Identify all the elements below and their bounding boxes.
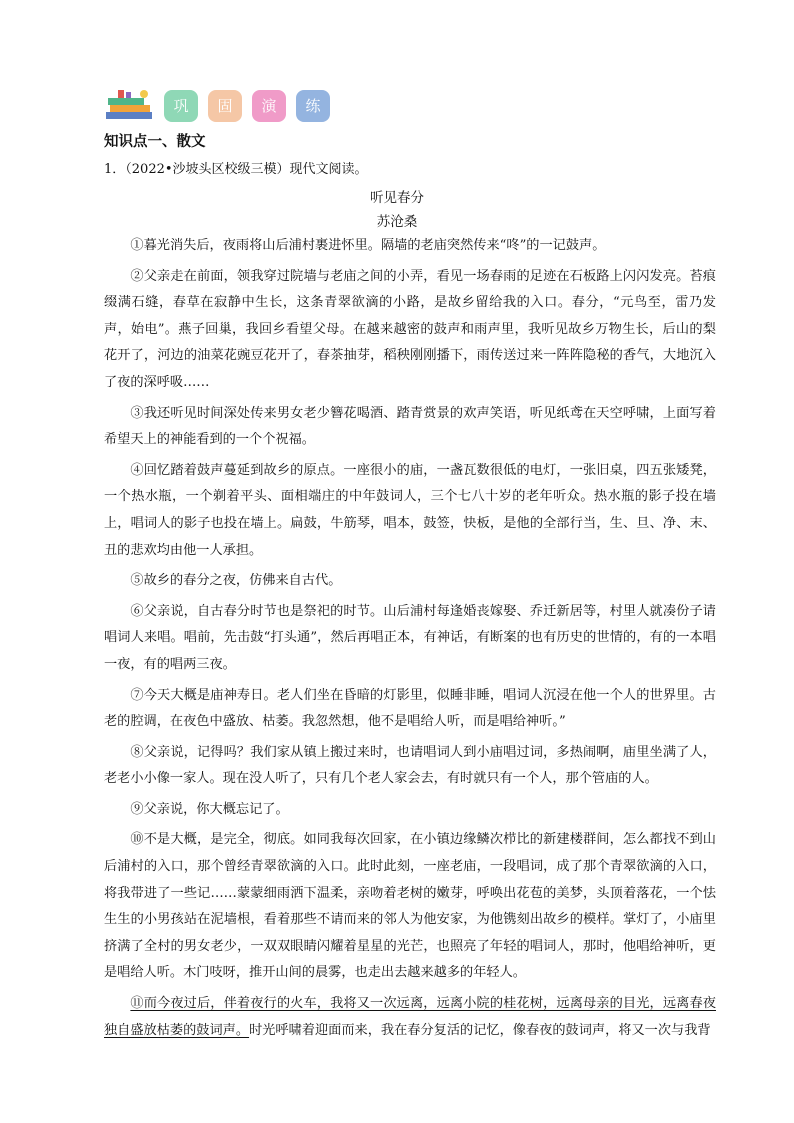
question-heading: 1．（2022•沙坡头区校级三模）现代文阅读。: [104, 162, 368, 177]
paragraph: ⑩不是大概，是完全，彻底。如同我每次回家，在小镇边缘鳞次栉比的新建楼群间，怎么都找不到山后浦村的入口，那个曾经青翠欲滴的入口。此时此刻，一座老庙，一段唱词，成了那个青翠欲滴的入口，将我带进了一些记……蒙蒙细雨洒下温柔，亲吻着老树的嫩芽，呼唤出花苞的美梦，头顶着落花，一个怯生生的小男孩站在泥墙根，看着那些不请而来的邻人为他安家，为他镌刻出故乡的模样。掌灯了，小庙里挤满了全村的男女老少，一双双眼睛闪耀着星星的光芒，也照亮了年轻的唱词人，那时，他唱给神听，更是唱给人听。木门吱呀，推开山间的晨雾，也走出去越来越多的年轻人。: [104, 832, 716, 981]
paragraph: ⑧父亲说，记得吗？我们家从镇上搬过来时，也请唱词人到小庙唱过词，多热闹啊，庙里坐满了人，老老小小像一家人。现在没人听了，只有几个老人家会去，有时就只有一个人，那个管庙的人。: [104, 744, 716, 787]
paragraph-continuation: 时光呼啸着迎面而来，我在春分复活的记忆，像春夜的鼓词声，将又一次与我背: [249, 1022, 711, 1038]
article-title: 听见春分: [370, 190, 424, 206]
badge-gong: 巩: [164, 90, 198, 122]
paragraph: ⑤故乡的春分之夜，仿佛来自古代。: [130, 573, 342, 589]
paragraph: ③我还听见时间深处传来男女老少簪花喝酒、踏青赏景的欢声笑语，听见纸鸢在天空呼啸，上面写着希望天上的神能看到的一个个祝福。: [104, 405, 716, 448]
paragraph: ⑨父亲说，你大概忘记了。: [130, 801, 289, 817]
paragraph: ②父亲走在前面，领我穿过院墙与老庙之间的小弄，看见一场春雨的足迹在石板路上闪闪发亮。苔痕缀满石缝，春草在寂静中生长，这条青翠欲滴的小路，是故乡留给我的入口。春分，“元鸟至，雷乃发声，始电”。燕子回巢，我回乡看望父母。在越来越密的鼓声和雨声里，我听见故乡万物生长，后山的梨花开了，河边的油菜花豌豆花开了，春茶抽芽，稻秧刚刚播下，雨传送过来一阵阵隐秘的香气，大地沉入了夜的深呼吸……: [104, 268, 716, 390]
badge-lian: 练: [296, 90, 330, 122]
paragraph: ⑦今天大概是庙神寿日。老人们坐在昏暗的灯影里，似睡非睡，唱词人沉浸在他一个人的世界里。古老的腔调，在夜色中盛放、枯萎。我忽然想，他不是唱给人听，而是唱给神听。”: [104, 687, 716, 730]
badge-gu: 固: [208, 90, 242, 122]
section-title: 知识点一、散文: [104, 134, 206, 150]
paragraph-last: [104, 991, 716, 1044]
practice-banner: [104, 86, 364, 126]
article-body: [104, 233, 716, 1048]
badge-yan: 演: [252, 90, 286, 122]
paragraph: ④回忆踏着鼓声蔓延到故乡的原点。一座很小的庙，一盏瓦数很低的电灯，一张旧桌，四五张矮凳，一个热水瓶，一个剃着平头、面相端庄的中年鼓词人，三个七八十岁的老年听众。热水瓶的影子投在墙上，唱词人的影子也投在墙上。扁鼓，牛筋琴，唱本，鼓签，快板，是他的全部行当，生、旦、净、末、丑的悲欢均由他一人承担。: [104, 462, 716, 558]
underlined-sentence: ⑪而今夜过后，伴着夜行的火车，我将又一次远离，远离小院的桂花树，远离母亲的目光，远离春夜独自盛放枯萎的鼓词声。: [104, 996, 716, 1038]
article-author: 苏沧桑: [376, 214, 418, 230]
books-icon: [104, 88, 156, 122]
paragraph: ①暮光消失后，夜雨将山后浦村裹进怀里。隔墙的老庙突然传来“咚”的一记鼓声。: [130, 238, 606, 253]
paragraph: ⑥父亲说，自古春分时节也是祭祀的时节。山后浦村每逢婚丧嫁娶、乔迁新居等，村里人就凑份子请唱词人来唱。唱前，先击鼓“打头通”，然后再唱正本，有神话，有断案的也有历史的世情的，有的一本唱一夜，有的唱两三夜。: [104, 603, 716, 672]
